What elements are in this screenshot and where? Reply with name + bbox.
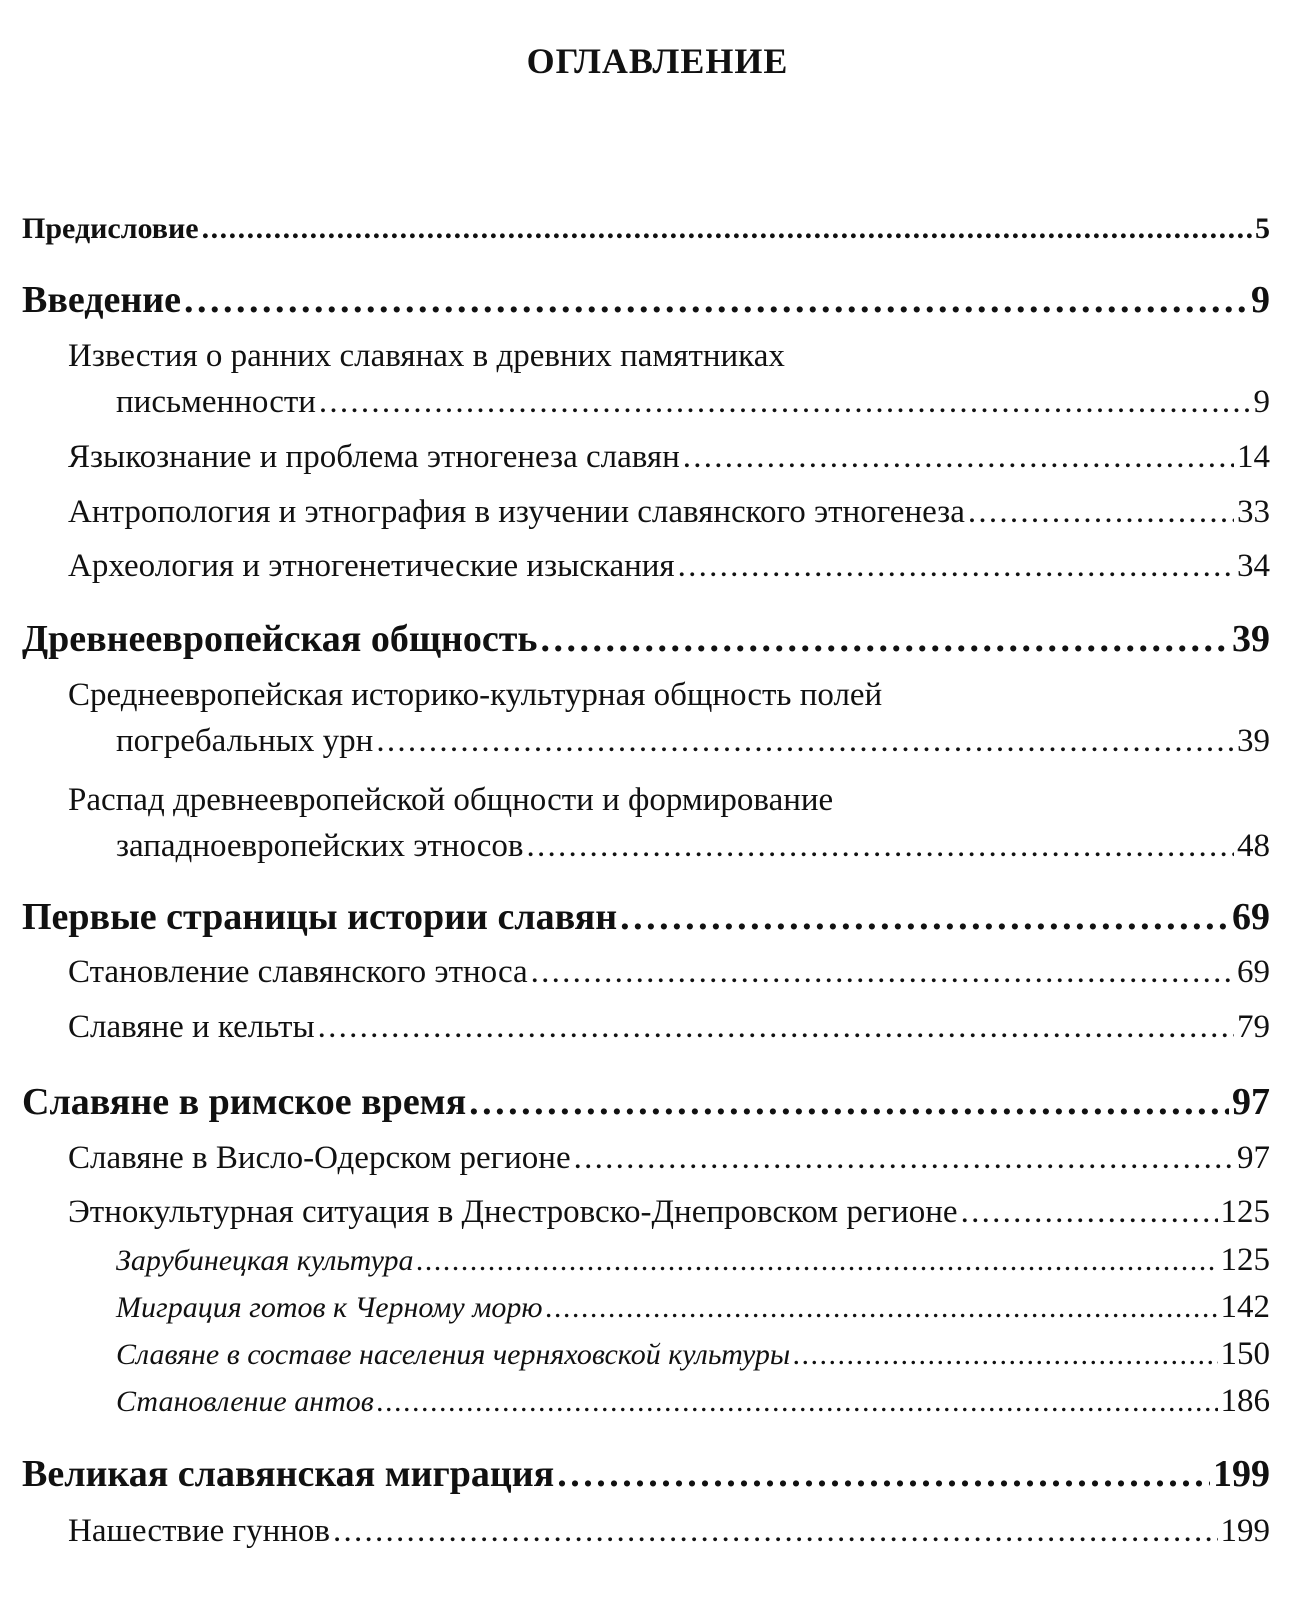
toc-entry-title: Великая славянская миграция xyxy=(22,1453,555,1495)
dot-leader xyxy=(319,386,1251,419)
toc-entry-title: Становление славянского этноса xyxy=(68,954,528,990)
toc-entry-great-migration[interactable] xyxy=(22,1455,1270,1493)
dot-leader xyxy=(968,496,1234,529)
dot-leader xyxy=(793,1340,1217,1370)
toc-entry-archaeology[interactable] xyxy=(68,550,1270,583)
toc-page-number: 97 xyxy=(1237,1140,1270,1176)
toc-entry-zarubintsy[interactable] xyxy=(116,1244,1270,1277)
toc-entry-first-pages[interactable] xyxy=(22,898,1270,936)
page-title: ОГЛАВЛЕНИЕ xyxy=(526,41,789,81)
toc-entry-title: Славяне в римское время xyxy=(22,1081,467,1123)
toc-entry-title: Археология и этногенетические изыскания xyxy=(68,548,675,584)
toc-page-number: 69 xyxy=(1232,896,1270,938)
dot-leader xyxy=(417,1246,1218,1276)
toc-entry-title: Нашествие гуннов xyxy=(68,1513,331,1549)
toc-page-number: 34 xyxy=(1237,548,1270,584)
toc-entry-old-european-disintegration[interactable] xyxy=(116,830,1270,863)
toc-page-number: 150 xyxy=(1220,1336,1270,1372)
toc-entry-title: Введение xyxy=(22,279,181,321)
toc-entry-slavs-and-celts[interactable] xyxy=(68,1011,1270,1044)
toc-entry-title-line1: Распад древнеевропейской общности и формирование xyxy=(68,782,834,818)
toc-page-number: 33 xyxy=(1237,494,1270,530)
toc-entry-dniester-dnieper[interactable] xyxy=(68,1196,1270,1229)
toc-entry-early-slavs-sources[interactable] xyxy=(116,386,1270,419)
dot-leader xyxy=(620,898,1229,936)
toc-page-number: 48 xyxy=(1237,828,1270,864)
toc-page-number: 9 xyxy=(1253,384,1270,420)
toc-entry-vistula-oder[interactable] xyxy=(68,1142,1270,1175)
toc-entry-goths-migration[interactable] xyxy=(116,1291,1270,1324)
toc-entry-title: Зарубинецкая культура xyxy=(116,1244,414,1277)
toc-page-number: 125 xyxy=(1220,1194,1270,1230)
toc-entry-preface[interactable] xyxy=(22,214,1270,244)
toc-page-number: 125 xyxy=(1220,1242,1270,1278)
toc-page-number: 69 xyxy=(1237,954,1270,990)
toc-entry-title: письменности xyxy=(116,384,316,420)
toc-page-number: 199 xyxy=(1220,1513,1270,1549)
toc-entry-title: Языкознание и проблема этногенеза славян xyxy=(68,439,680,475)
toc-page-number: 142 xyxy=(1220,1289,1270,1325)
toc-entry-title-line1: Известия о ранних славянах в древних памятниках xyxy=(68,338,785,374)
toc-entry-title: Становление антов xyxy=(116,1385,374,1418)
toc-page-number: 39 xyxy=(1237,723,1270,759)
toc-page-number: 5 xyxy=(1255,212,1270,245)
dot-leader xyxy=(184,281,1248,319)
toc-entry-slavic-ethnos-formation[interactable] xyxy=(68,956,1270,989)
toc-entry-old-european-community[interactable] xyxy=(22,620,1270,658)
dot-leader xyxy=(546,1293,1218,1323)
dot-leader xyxy=(678,550,1234,583)
toc-entry-title: Предисловие xyxy=(22,212,199,245)
dot-leader xyxy=(961,1196,1218,1229)
dot-leader xyxy=(531,956,1234,989)
dot-leader xyxy=(318,1011,1234,1044)
dot-leader xyxy=(333,1515,1217,1548)
toc-entry-title: Антропология и этнография в изучении славянского этногенеза xyxy=(68,494,965,530)
toc-entry-linguistics[interactable] xyxy=(68,441,1270,474)
toc-entry-title: Этнокультурная ситуация в Днестровско-Днепровском регионе xyxy=(68,1194,958,1230)
toc-page-number: 186 xyxy=(1220,1383,1270,1419)
toc-entry-anthropology[interactable] xyxy=(68,496,1270,529)
toc-entry-title: западноевропейских этносов xyxy=(116,828,524,864)
toc-entry-title: Первые страницы истории славян xyxy=(22,896,618,938)
dot-leader xyxy=(540,620,1229,658)
toc-page-number: 199 xyxy=(1213,1453,1270,1495)
toc-entry-title: Славяне в Висло-Одерском регионе xyxy=(68,1140,571,1176)
toc-entry-title: погребальных урн xyxy=(116,723,374,759)
toc-page-number: 79 xyxy=(1237,1009,1270,1045)
toc-entry-title: Славяне в составе населения черняховской культуры xyxy=(116,1338,791,1371)
dot-leader xyxy=(557,1455,1210,1493)
toc-entry-title-line1: Среднеевропейская историко-культурная общность полей xyxy=(68,677,883,713)
dot-leader xyxy=(376,725,1234,758)
toc-page-number: 39 xyxy=(1232,618,1270,660)
toc-entry-antes[interactable] xyxy=(116,1385,1270,1418)
toc-entry-chernyakhov[interactable] xyxy=(116,1338,1270,1371)
dot-leader xyxy=(377,1387,1218,1417)
toc-entry-title: Древнеевропейская общность xyxy=(22,618,538,660)
dot-leader xyxy=(683,441,1234,474)
dot-leader xyxy=(527,830,1235,863)
toc-page-number: 97 xyxy=(1232,1081,1270,1123)
toc-entry-urnfield-community[interactable] xyxy=(116,725,1270,758)
toc-page-number: 14 xyxy=(1237,439,1270,475)
toc-entry-roman-period[interactable] xyxy=(22,1083,1270,1121)
dot-leader xyxy=(574,1142,1234,1175)
dot-leader xyxy=(469,1083,1229,1121)
toc-entry-hunnic-invasion[interactable] xyxy=(68,1515,1270,1548)
toc-entry-introduction[interactable] xyxy=(22,281,1270,319)
toc-page-number: 9 xyxy=(1251,279,1270,321)
toc-entry-title: Миграция готов к Черному морю xyxy=(116,1291,543,1324)
dot-leader xyxy=(202,214,1252,244)
toc-entry-title: Славяне и кельты xyxy=(68,1009,315,1045)
